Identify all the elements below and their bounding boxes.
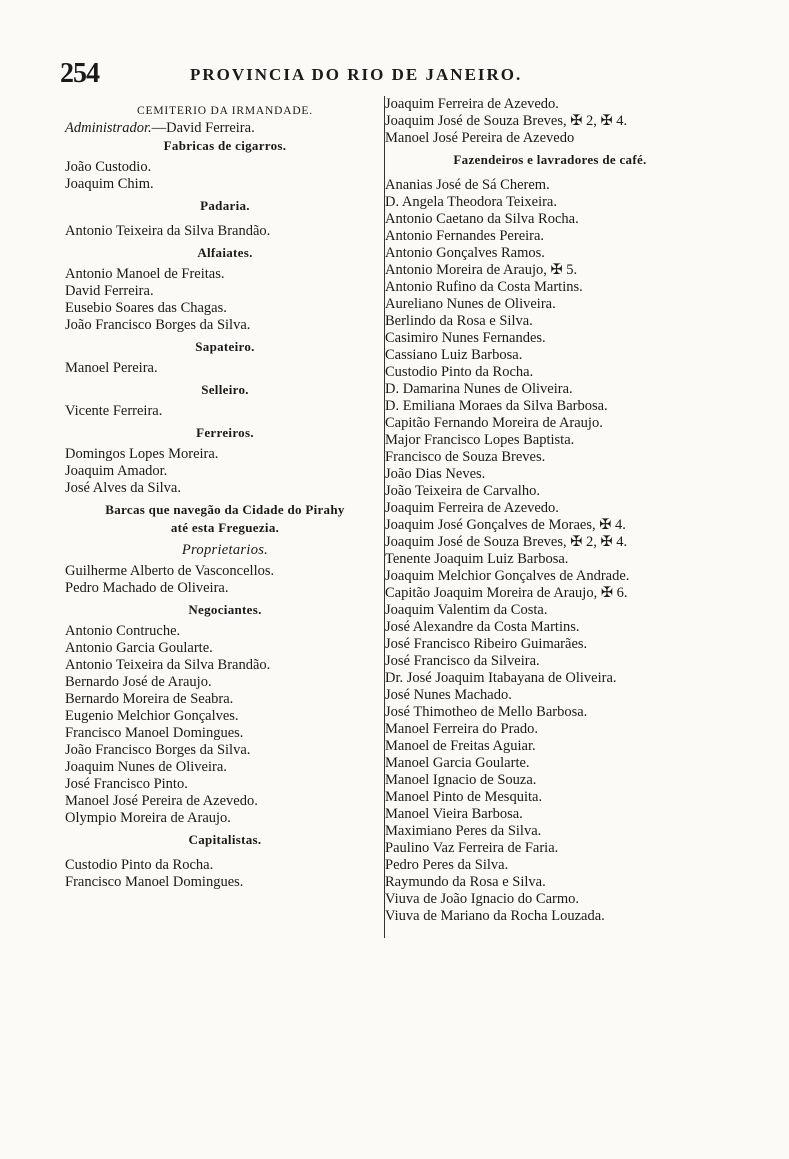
list-item: Capitão Fernando Moreira de Araujo. [385, 415, 603, 431]
administrador-name: —David Ferreira. [151, 120, 255, 136]
list-item: Antonio Manoel de Freitas. [65, 266, 225, 282]
list-item: Joaquim José de Souza Breves, ✠ 2, ✠ 4. [385, 113, 628, 129]
list-item: Antonio Gonçalves Ramos. [385, 245, 545, 261]
list-item: Joaquim Nunes de Oliveira. [65, 759, 227, 775]
list-item: Cassiano Luiz Barbosa. [385, 347, 523, 363]
left-column [65, 102, 385, 891]
list-item: Antonio Teixeira da Silva Brandão. [65, 657, 271, 673]
list-item: José Francisco Pinto. [65, 776, 188, 792]
list-item: Casimiro Nunes Fernandes. [385, 330, 546, 346]
list-item: Manoel Garcia Goularte. [385, 755, 530, 771]
list-item: Custodio Pinto da Rocha. [385, 364, 534, 380]
list-item: Francisco Manoel Domingues. [65, 725, 244, 741]
list-item: Antonio Teixeira da Silva Brandão. [65, 223, 271, 239]
list-item: José Thimotheo de Mello Barbosa. [385, 704, 588, 720]
list-item: Paulino Vaz Ferreira de Faria. [385, 840, 559, 856]
list-item: Raymundo da Rosa e Silva. [385, 874, 546, 890]
list-item: Bernardo Moreira de Seabra. [65, 691, 234, 707]
list-item: Manoel Ignacio de Souza. [385, 772, 537, 788]
list-item: Joaquim José de Souza Breves, ✠ 2, ✠ 4. [385, 534, 628, 550]
list-item: Ananias José de Sá Cherem. [385, 177, 550, 193]
list-item: Antonio Contruche. [65, 623, 181, 639]
list-item: Manoel Ferreira do Prado. [385, 721, 539, 737]
list-item: Joaquim Chim. [65, 176, 154, 192]
page-header [60, 58, 700, 94]
list-item: Antonio Fernandes Pereira. [385, 228, 545, 244]
list-item: José Nunes Machado. [385, 687, 512, 703]
list-item: Tenente Joaquim Luiz Barbosa. [385, 551, 569, 567]
list-item: Antonio Moreira de Araujo, ✠ 5. [385, 262, 578, 278]
list-item: Vicente Ferreira. [65, 403, 163, 419]
list-item: Joaquim Ferreira de Azevedo. [385, 96, 559, 112]
list-item: José Alves da Silva. [65, 480, 181, 496]
section-title-sapateiro: Sapateiro. [195, 339, 255, 354]
list-item: D. Angela Theodora Teixeira. [385, 194, 557, 210]
section-title-alfaiates: Alfaiates. [197, 245, 253, 260]
section-title-padaria: Padaria. [200, 198, 250, 213]
list-item: Olympio Moreira de Araujo. [65, 810, 231, 826]
section-title-capitalistas: Capitalistas. [188, 832, 262, 847]
section-title-ferreiros: Ferreiros. [196, 425, 254, 440]
list-item: Custodio Pinto da Rocha. [65, 857, 214, 873]
section-title-negociantes: Negociantes. [188, 602, 262, 617]
list-item: Manoel de Freitas Aguiar. [385, 738, 536, 754]
list-item: Antonio Caetano da Silva Rocha. [385, 211, 579, 227]
list-item: Pedro Peres da Silva. [385, 857, 509, 873]
list-item: José Francisco Ribeiro Guimarães. [385, 636, 588, 652]
list-item: Manoel Pinto de Mesquita. [385, 789, 543, 805]
list-item: Dr. José Joaquim Itabayana de Oliveira. [385, 670, 617, 686]
running-title: PROVINCIA DO RIO DE JANEIRO. [190, 65, 523, 84]
list-item: D. Damarina Nunes de Oliveira. [385, 381, 573, 397]
list-item: Francisco Manoel Domingues. [65, 874, 244, 890]
list-item: Aureliano Nunes de Oliveira. [385, 296, 556, 312]
list-item: Viuva de Mariano da Rocha Louzada. [385, 908, 605, 924]
list-item: Joaquim Melchior Gonçalves de Andrade. [385, 568, 630, 584]
list-item: Pedro Machado de Oliveira. [65, 580, 229, 596]
list-item: João Francisco Borges da Silva. [65, 317, 251, 333]
fazendeiros-list [385, 177, 715, 925]
list-item: D. Emiliana Moraes da Silva Barbosa. [385, 398, 608, 414]
list-item: Berlindo da Rosa e Silva. [385, 313, 533, 329]
section-title-proprietarios: Proprietarios. [181, 542, 269, 558]
list-item: José Francisco da Silveira. [385, 653, 540, 669]
list-item: Eusebio Soares das Chagas. [65, 300, 227, 316]
list-item: Manoel Vieira Barbosa. [385, 806, 523, 822]
list-item: João Dias Neves. [385, 466, 486, 482]
list-item: Major Francisco Lopes Baptista. [385, 432, 575, 448]
section-title-cemiterio: CEMITERIO DA IRMANDADE. [137, 105, 313, 117]
list-item: David Ferreira. [65, 283, 154, 299]
list-item: João Francisco Borges da Silva. [65, 742, 251, 758]
page-number: 254 [60, 58, 99, 89]
list-item: Joaquim Amador. [65, 463, 168, 479]
list-item: Manoel Pereira. [65, 360, 158, 376]
section-title-selleiro: Selleiro. [201, 382, 249, 397]
administrador-label: Administrador. [65, 120, 152, 136]
list-item: Joaquim Valentim da Costa. [385, 602, 548, 618]
list-item: Manoel José Pereira de Azevedo. [65, 793, 258, 809]
list-item: Eugenio Melchior Gonçalves. [65, 708, 239, 724]
section-title-barcas-2: até esta Freguezia. [170, 520, 280, 535]
list-item: João Custodio. [65, 159, 152, 175]
list-item: Antonio Garcia Goularte. [65, 640, 213, 656]
right-column [385, 96, 715, 925]
section-title-fabricas: Fabricas de cigarros. [163, 138, 287, 153]
list-item: Manoel José Pereira de Azevedo [385, 130, 575, 146]
section-title-fazendeiros: Fazendeiros e lavradores de café. [453, 152, 647, 167]
list-item: Maximiano Peres da Silva. [385, 823, 542, 839]
list-item: Viuva de João Ignacio do Carmo. [385, 891, 580, 907]
list-item: João Teixeira de Carvalho. [385, 483, 540, 499]
list-item: Capitão Joaquim Moreira de Araujo, ✠ 6. [385, 585, 628, 601]
list-item: Domingos Lopes Moreira. [65, 446, 219, 462]
list-item: Francisco de Souza Breves. [385, 449, 546, 465]
list-item: José Alexandre da Costa Martins. [385, 619, 580, 635]
list-item: Joaquim José Gonçalves de Moraes, ✠ 4. [385, 517, 626, 533]
administrador-line [65, 120, 385, 137]
list-item: Joaquim Ferreira de Azevedo. [385, 500, 559, 516]
list-item: Guilherme Alberto de Vasconcellos. [65, 563, 275, 579]
section-title-barcas: Barcas que navegão da Cidade do Pirahy [105, 502, 345, 517]
list-item: Antonio Rufino da Costa Martins. [385, 279, 583, 295]
list-item: Bernardo José de Araujo. [65, 674, 212, 690]
